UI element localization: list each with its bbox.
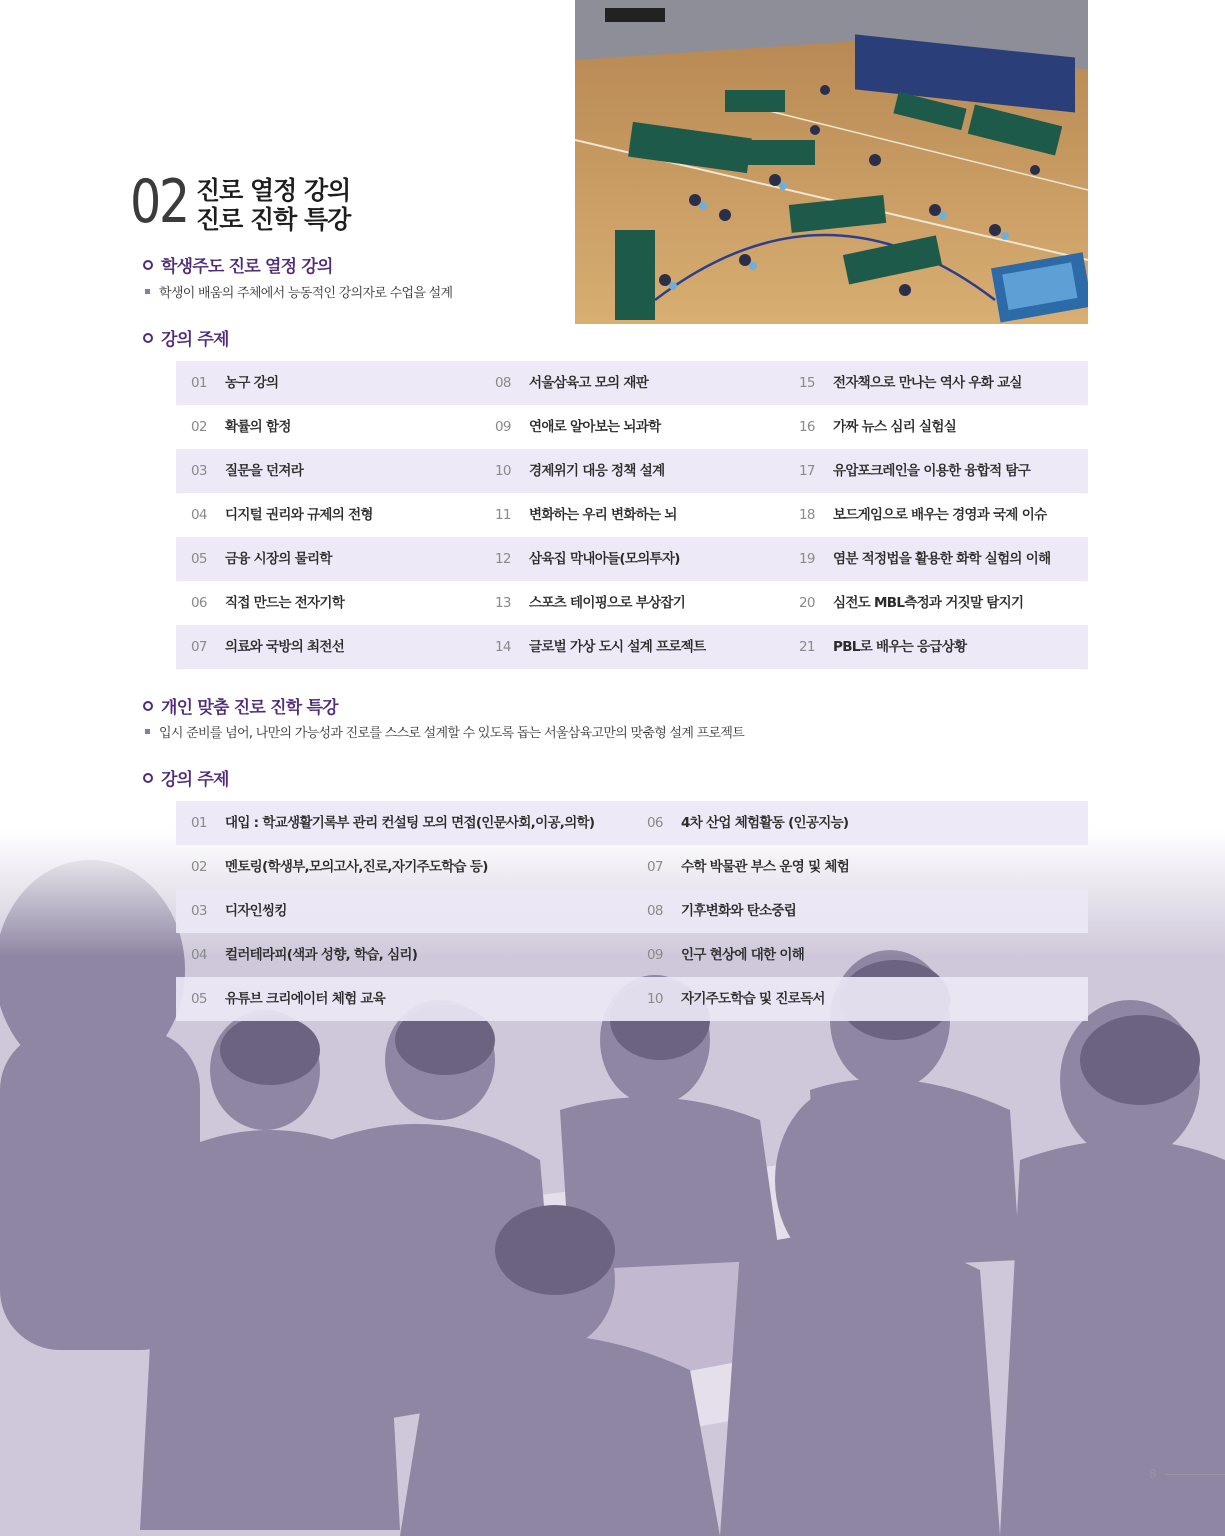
topic-item	[191, 801, 594, 845]
table-row	[176, 537, 1088, 581]
topic-title: 유튜브 크리에이터 체험 교육	[225, 991, 386, 1007]
topic-number: 12	[495, 551, 511, 567]
topic-item	[495, 361, 648, 405]
topic-number: 13	[495, 595, 511, 611]
topic-item	[799, 405, 956, 449]
table-row	[176, 405, 1088, 449]
topic-title: 삼육집 막내아들(모의투자)	[529, 551, 680, 567]
topic-number: 16	[799, 419, 815, 435]
topic-item	[647, 845, 849, 889]
topic-item	[191, 845, 488, 889]
topic-title: 보드게임으로 배우는 경영과 국제 이슈	[833, 507, 1047, 523]
topic-title: 수학 박물관 부스 운영 및 체험	[681, 859, 850, 875]
table-row	[176, 581, 1088, 625]
topic-title: 서울삼육고 모의 재판	[529, 375, 649, 391]
part1-description	[145, 282, 452, 301]
topic-title: 심전도 MBL측정과 거짓말 탐지기	[833, 595, 1024, 611]
topic-number: 04	[191, 947, 207, 963]
page-rule	[1165, 1474, 1225, 1475]
topic-item	[799, 537, 1050, 581]
topic-title: 염분 적정법을 활용한 화학 실험의 이해	[833, 551, 1051, 567]
topic-title: 확률의 함정	[225, 419, 291, 435]
topic-number: 15	[799, 375, 815, 391]
topic-item	[647, 977, 825, 1021]
topic-number: 09	[495, 419, 511, 435]
gym-event-photo	[575, 0, 1088, 324]
topic-item	[191, 933, 417, 977]
part1-description-text: 학생이 배움의 주체에서 능동적인 강의자로 수업을 설계	[159, 286, 453, 301]
topic-number: 07	[191, 639, 207, 655]
topic-item	[799, 493, 1046, 537]
topic-title: 전자책으로 만나는 역사 우화 교실	[833, 375, 1022, 391]
topic-title: 가짜 뉴스 심리 실험실	[833, 419, 957, 435]
topic-title: PBL로 배우는 응급상황	[833, 639, 967, 655]
topic-item	[495, 537, 680, 581]
topic-item	[495, 581, 685, 625]
ring-bullet-icon	[143, 701, 153, 711]
topic-item	[495, 625, 705, 669]
topic-item	[191, 449, 303, 493]
topic-item	[191, 581, 344, 625]
topic-title: 유압포크레인을 이용한 융합적 탐구	[833, 463, 1031, 479]
table-row	[176, 449, 1088, 493]
topic-title: 농구 강의	[225, 375, 279, 391]
part1-topics-heading	[143, 325, 229, 350]
topic-number: 01	[191, 375, 207, 391]
square-bullet-icon	[145, 289, 150, 294]
topic-title: 4차 산업 체험활동 (인공지능)	[681, 815, 849, 831]
topic-number: 09	[647, 947, 663, 963]
topic-number: 17	[799, 463, 815, 479]
table-row	[176, 361, 1088, 405]
topic-number: 11	[495, 507, 511, 523]
ring-bullet-icon	[143, 260, 153, 270]
table-row	[176, 977, 1088, 1021]
topic-title: 컬러테라피(색과 성향, 학습, 심리)	[225, 947, 418, 963]
topic-number: 21	[799, 639, 815, 655]
part1-topics-heading-text: 강의 주제	[161, 330, 229, 350]
topic-item	[191, 537, 332, 581]
table-row	[176, 493, 1088, 537]
topic-title: 대입 : 학교생활기록부 관리 컨설팅 모의 면접(인문사회,이공,의학)	[225, 815, 595, 831]
topic-title: 스포츠 테이핑으로 부상잡기	[529, 595, 686, 611]
topic-item	[191, 361, 278, 405]
section-title	[196, 176, 350, 234]
topic-number: 05	[191, 991, 207, 1007]
topic-item	[799, 625, 966, 669]
square-bullet-icon	[145, 729, 150, 734]
topic-title: 직접 만드는 전자기학	[225, 595, 345, 611]
section-title-line1: 진로 열정 강의	[196, 176, 351, 205]
topic-item	[799, 449, 1030, 493]
topic-number: 03	[191, 903, 207, 919]
topic-number: 07	[647, 859, 663, 875]
section-title-line2: 진로 진학 특강	[196, 205, 351, 234]
part2-topics-table	[176, 801, 1088, 1021]
topic-title: 멘토링(학생부,모의고사,진로,자기주도학습 등)	[225, 859, 488, 875]
topic-item	[647, 801, 848, 845]
topic-number: 19	[799, 551, 815, 567]
topic-number: 08	[495, 375, 511, 391]
topic-title: 인구 현상에 대한 이해	[681, 947, 805, 963]
table-row	[176, 625, 1088, 669]
ring-bullet-icon	[143, 333, 153, 343]
table-row	[176, 889, 1088, 933]
topic-number: 08	[647, 903, 663, 919]
topic-title: 금융 시장의 물리학	[225, 551, 332, 567]
table-row	[176, 845, 1088, 889]
topic-item	[647, 889, 796, 933]
page-number: 8	[1149, 1467, 1157, 1481]
topic-number: 20	[799, 595, 815, 611]
part2-topics-heading	[143, 765, 229, 790]
part2-description-text: 입시 준비를 넘어, 나만의 가능성과 진로를 스스로 설계할 수 있도록 돕는 서울삼육고만의 맞춤형 설계 프로젝트	[159, 726, 745, 741]
topic-number: 01	[191, 815, 207, 831]
topic-title: 디자인씽킹	[225, 903, 287, 919]
section-number: 02	[130, 167, 188, 237]
topic-number: 10	[647, 991, 663, 1007]
topic-number: 04	[191, 507, 207, 523]
topic-number: 18	[799, 507, 815, 523]
topic-number: 02	[191, 859, 207, 875]
part2-heading	[143, 693, 338, 718]
topic-title: 자기주도학습 및 진로독서	[681, 991, 825, 1007]
topic-item	[495, 405, 660, 449]
topic-item	[495, 449, 664, 493]
topic-title: 의료와 국방의 최전선	[225, 639, 345, 655]
part1-heading-text: 학생주도 진로 열정 강의	[161, 257, 333, 277]
topic-number: 06	[191, 595, 207, 611]
topic-item	[191, 405, 291, 449]
part2-description	[145, 722, 744, 741]
topic-item	[191, 625, 344, 669]
topic-number: 14	[495, 639, 511, 655]
part2-heading-text: 개인 맞춤 진로 진학 특강	[161, 698, 338, 718]
topic-title: 질문을 던져라	[225, 463, 304, 479]
topic-item	[799, 361, 1022, 405]
topic-item	[191, 977, 385, 1021]
topic-item	[647, 933, 804, 977]
topic-item	[191, 493, 373, 537]
topic-number: 06	[647, 815, 663, 831]
topic-number: 05	[191, 551, 207, 567]
topic-title: 기후변화와 탄소중립	[681, 903, 797, 919]
topic-number: 10	[495, 463, 511, 479]
topic-title: 글로벌 가상 도시 설계 프로젝트	[529, 639, 706, 655]
topic-number: 03	[191, 463, 207, 479]
topic-number: 02	[191, 419, 207, 435]
table-row	[176, 933, 1088, 977]
topic-title: 연애로 알아보는 뇌과학	[529, 419, 661, 435]
table-row	[176, 801, 1088, 845]
ring-bullet-icon	[143, 773, 153, 783]
topic-item	[799, 581, 1023, 625]
topic-title: 디지털 권리와 규제의 전형	[225, 507, 373, 523]
part1-topics-table	[176, 361, 1088, 669]
topic-title: 변화하는 우리 변화하는 뇌	[529, 507, 677, 523]
topic-item	[495, 493, 677, 537]
topic-title: 경제위기 대응 정책 설계	[529, 463, 665, 479]
part2-topics-heading-text: 강의 주제	[161, 770, 229, 790]
part1-heading	[143, 252, 333, 277]
topic-item	[191, 889, 287, 933]
